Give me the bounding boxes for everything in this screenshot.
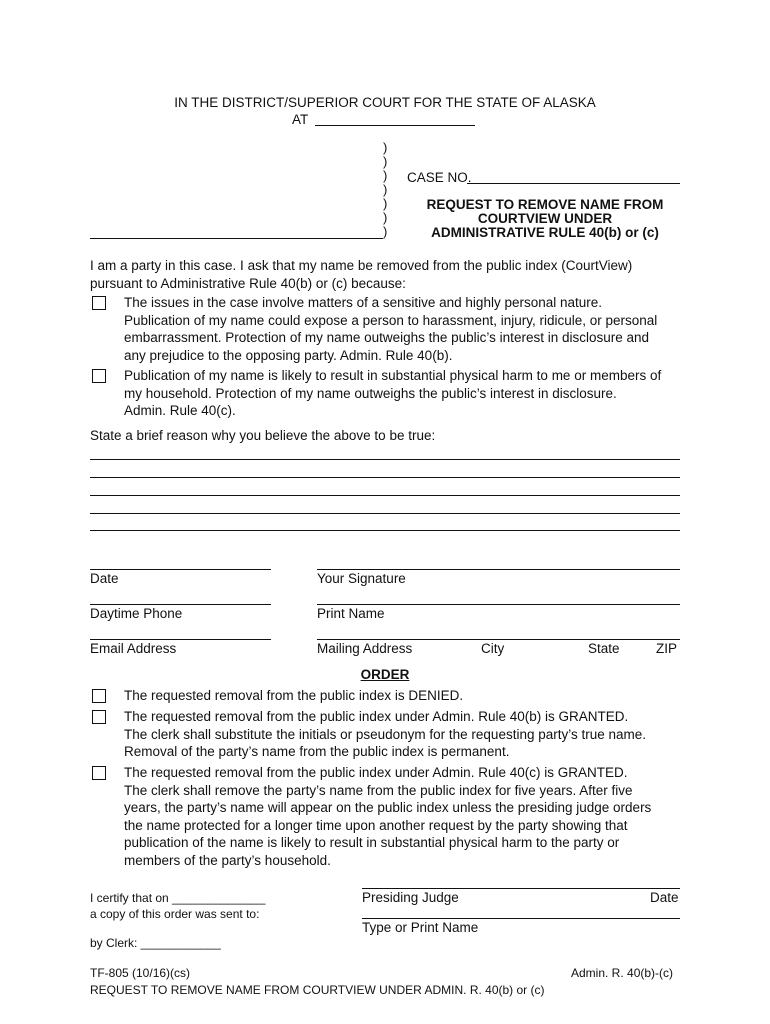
reason-line-2[interactable] [90, 477, 680, 478]
presiding-judge-label: Presiding Judge [362, 890, 459, 905]
order-denied-checkbox[interactable] [92, 689, 106, 703]
signature-field[interactable] [317, 569, 680, 570]
case-no-field[interactable] [467, 183, 680, 184]
rule-40b-checkbox[interactable] [92, 296, 106, 310]
judge-date-label: Date [650, 890, 679, 905]
reason-prompt: State a brief reason why you believe the above to be true: [90, 428, 436, 443]
daytime-phone-label: Daytime Phone [90, 606, 183, 621]
footer-form-title: REQUEST TO REMOVE NAME FROM COURTVIEW UNDER ADMIN. R. 40(b) or (c) [90, 983, 545, 997]
mailing-address-field[interactable] [317, 639, 680, 640]
rule-40c-text: Publication of my name is likely to result in substantial physical harm to me or members of my household. Protection of my name outweighs the public’s interest in disclosure. Admin. Rule 40(c). [124, 368, 662, 418]
city-label: City [481, 641, 505, 656]
rule-reference: Admin. R. 40(b)-(c) [571, 966, 674, 980]
signature-label: Your Signature [317, 571, 406, 586]
court-heading: IN THE DISTRICT/SUPERIOR COURT FOR THE STATE OF ALASKA [174, 95, 596, 110]
form-number: TF-805 (10/16)(cs) [90, 966, 191, 980]
party-name-field[interactable] [90, 238, 383, 239]
date-field[interactable] [90, 569, 271, 570]
by-clerk-line: by Clerk: ____________ [90, 936, 221, 950]
order-heading: ORDER [360, 667, 410, 682]
order-denied-text: The requested removal from the public index is DENIED. [124, 688, 464, 703]
rule-40b-text: The issues in the case involve matters of a sensitive and highly personal nature. Publication of my name could expose a person to harassment, injury, ridicule, or personal embarrassment. Protection of my name outweighs the public’s interest in disclosure and any prejudice to the opposing party. Admin. Rule 40(b). [124, 295, 658, 363]
daytime-phone-field[interactable] [90, 604, 271, 605]
order-granted-40b-checkbox[interactable] [92, 710, 106, 724]
order-granted-40c-text: The requested removal from the public index under Admin. Rule 40(c) is GRANTED. The clerk shall remove the party’s name from the public index for five years. After five years, the party’s name will appear on the public index unless the presiding judge orders the name protected for a longer time upon another request by the party showing that publication of the name is likely to result in substantial physical harm to the party or members of the party’s household. [124, 765, 652, 868]
rule-40c-checkbox[interactable] [92, 369, 106, 383]
request-intro: I am a party in this case. I ask that my name be removed from the public index (CourtView) pursuant to Administrative Rule 40(b) or (c) because: [90, 258, 633, 291]
email-field[interactable] [90, 639, 271, 640]
judge-print-name-field[interactable] [362, 918, 680, 919]
type-or-print-label: Type or Print Name [362, 920, 479, 935]
print-name-label: Print Name [317, 606, 385, 621]
certify-line: I certify that on ______________ [90, 891, 266, 905]
case-no-label: CASE NO. [407, 170, 472, 185]
at-label: AT [292, 112, 309, 127]
copy-sent-line: a copy of this order was sent to: [90, 907, 260, 921]
print-name-field[interactable] [317, 604, 680, 605]
reason-line-1[interactable] [90, 459, 680, 460]
reason-line-3[interactable] [90, 495, 680, 496]
form-title: REQUEST TO REMOVE NAME FROM COURTVIEW UNDER ADMINISTRATIVE RULE 40(b) or (c) [426, 197, 664, 240]
email-label: Email Address [90, 641, 177, 656]
order-granted-40c-checkbox[interactable] [92, 766, 106, 780]
judge-signature-field[interactable] [362, 888, 680, 889]
reason-line-5[interactable] [90, 530, 680, 531]
order-granted-40b-text: The requested removal from the public index under Admin. Rule 40(b) is GRANTED. The clerk shall substitute the initials or pseudonym for the requesting party’s true name. Removal of the party’s name from the public index is permanent. [124, 709, 647, 759]
zip-label: ZIP [656, 641, 678, 656]
reason-line-4[interactable] [90, 513, 680, 514]
at-location-field[interactable] [315, 125, 475, 126]
state-label: State [588, 641, 620, 656]
mailing-address-label: Mailing Address [317, 641, 413, 656]
date-label: Date [90, 571, 119, 586]
